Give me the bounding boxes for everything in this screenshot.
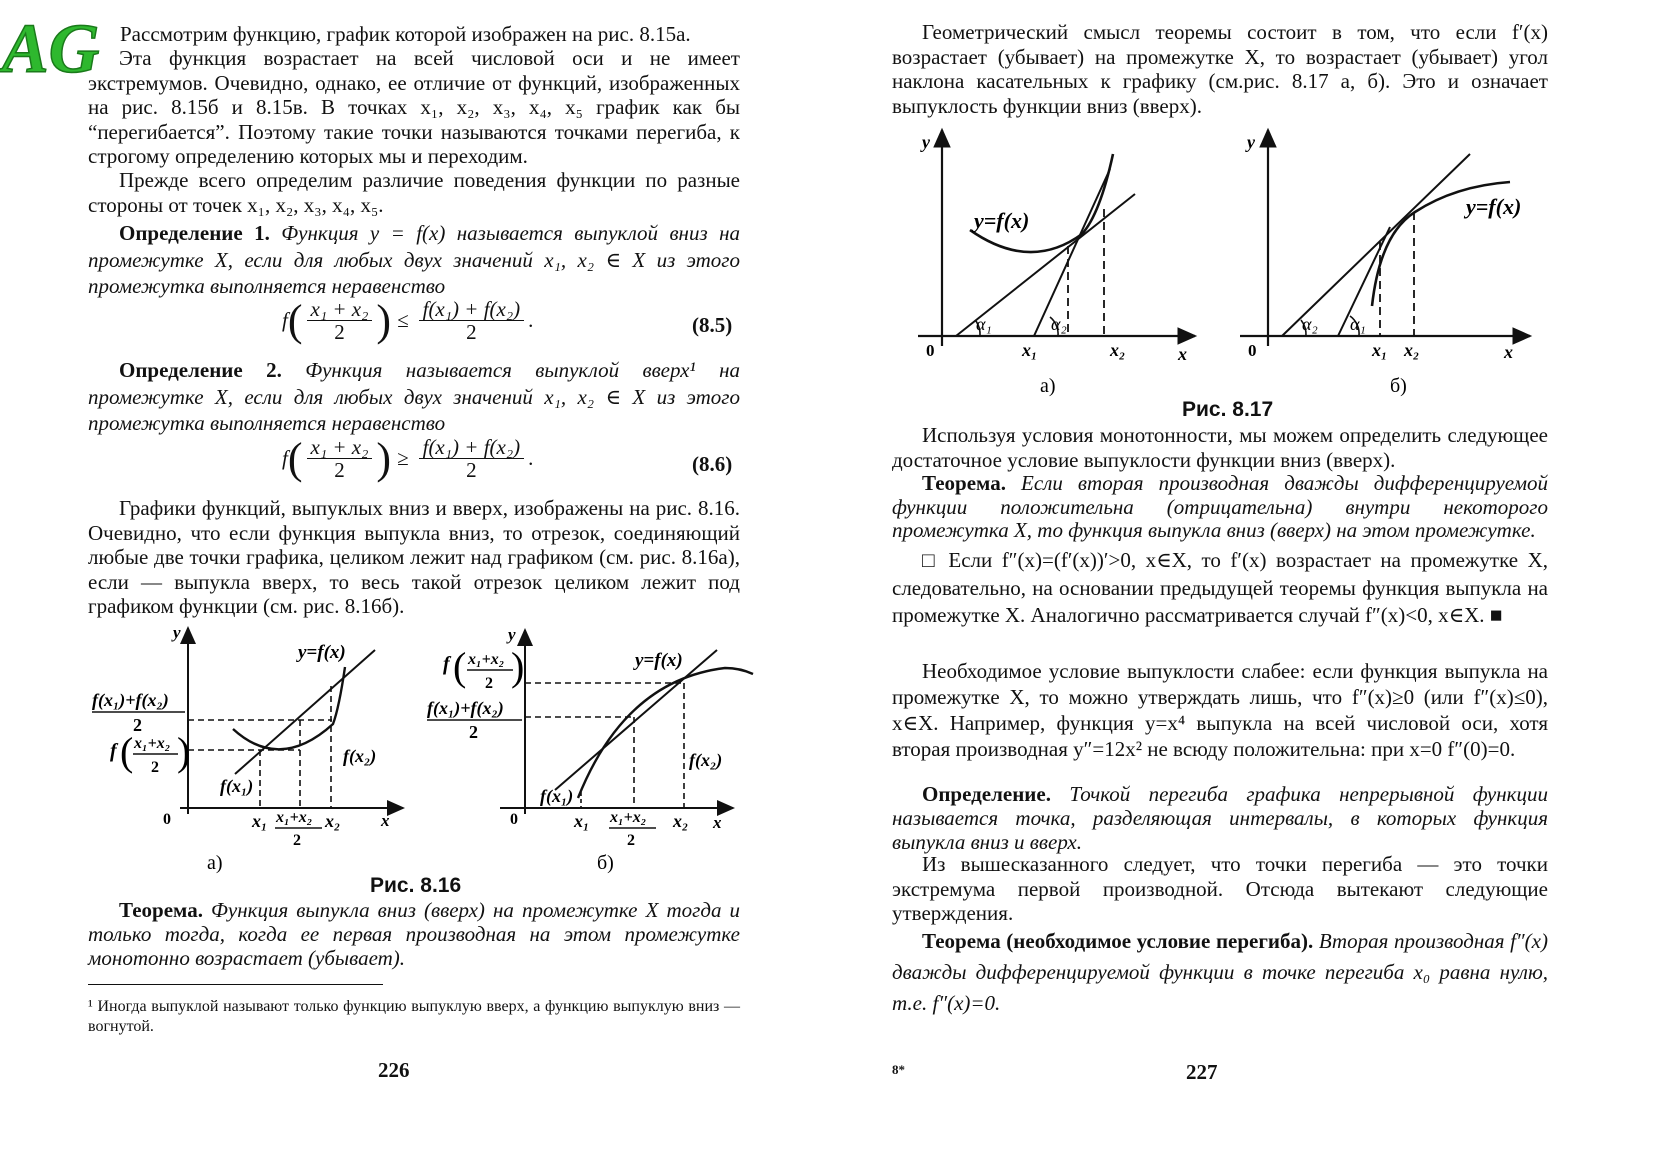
figure-8-16a-label: а) bbox=[207, 852, 223, 874]
svg-text:x: x bbox=[1178, 344, 1187, 364]
theorem-2-text: Если вторая производная дважды дифференцируемой функции положительна (отрицательна) внутри некоторого промежутка X, то функция выпукла вниз (вверх) на этом промежутке. bbox=[892, 471, 1549, 542]
svg-text:f(x₁)+f(x₂): f(x₁)+f(x₂) bbox=[92, 690, 169, 710]
svg-text:y: y bbox=[1247, 132, 1255, 152]
theorem-1-text: Функция выпукла вниз (вверх) на промежутке X тогда и только тогда, когда ее первая производная на этом промежутке монотонно возрастает (убывает). bbox=[88, 898, 741, 970]
definition-inflection bbox=[892, 782, 1548, 854]
eq6-operator: ≥ bbox=[397, 446, 409, 470]
svg-text:f: f bbox=[443, 653, 450, 675]
eq6-left-fraction: $\frac{\text{x₁ + x₂}}{2}$ bbox=[307, 436, 373, 481]
left-paragraph-3: Прежде всего определим различие поведения функции по разные стороны от точек x₁, x₂, x₃, x₄, x₅. bbox=[88, 168, 740, 217]
svg-text:2: 2 bbox=[469, 722, 478, 742]
svg-text:2: 2 bbox=[133, 715, 142, 735]
svg-text:): ) bbox=[511, 644, 525, 689]
theorem-3-text: Вторая производная f″(x) дважды дифференцируемой функции в точке перегиба x₀ равна нулю, т.е. f″(x)=0. bbox=[892, 929, 1548, 1015]
definition-2 bbox=[88, 357, 740, 437]
left-paragraph-4: Графики функций, выпуклых вниз и вверх, изображены на рис. 8.16. Очевидно, что если функция выпукла вниз, то отрезок, соединяющий любые две точки графика, целиком лежит над графиком (см. рис. 8.16а), если — выпукла вверх, то весь такой отрезок целиком лежит под графиком функции (см. рис. 8.16б). bbox=[88, 496, 740, 618]
definition-inflection-text: Точкой перегиба графика непрерывной функции называется точка, разделяющая интервалы, в которых функция выпукла вниз и вверх. bbox=[892, 782, 1548, 854]
svg-text:y=f(x): y=f(x) bbox=[974, 208, 1030, 233]
svg-text:x₁+x₂: x₁+x₂ bbox=[468, 651, 505, 668]
eq5-operator: ≤ bbox=[397, 308, 409, 332]
svg-text:f: f bbox=[110, 740, 117, 762]
theorem-1 bbox=[88, 898, 740, 970]
svg-text:2: 2 bbox=[151, 759, 159, 776]
left-page bbox=[0, 0, 830, 1159]
equation-8-6: f ( $\frac{\text{x₁ + x₂}}{2}$ ) ≥ $\frac{\text{f(x₁) + f(x₂)}}{2}$ . bbox=[282, 433, 534, 483]
right-paragraph-1: Геометрический смысл теоремы состоит в том, что если f′(x) возрастает (убывает) на промежутке X, то возрастает (убывает) угол наклона касательных к графику (см.рис. 8.17 а, б). Это и означает выпуклость функции вниз (вверх). bbox=[892, 20, 1548, 118]
footnote: ¹ Иногда выпуклой называют только функцию выпуклую вверх, а функцию выпуклую вниз — вогнутой. bbox=[88, 998, 740, 1035]
figure-8-17a bbox=[918, 130, 1195, 397]
svg-text:x₁+x₂: x₁+x₂ bbox=[276, 809, 313, 826]
svg-text:f(x₂): f(x₂) bbox=[689, 750, 723, 770]
svg-text:x₂: x₂ bbox=[673, 811, 689, 831]
svg-text:y=f(x): y=f(x) bbox=[635, 650, 683, 671]
svg-text:2: 2 bbox=[293, 832, 301, 849]
equation-8-5-number: (8.5) bbox=[692, 313, 733, 337]
svg-text:α₂: α₂ bbox=[1302, 314, 1318, 334]
svg-text:f(x₁)+f(x₂): f(x₁)+f(x₂) bbox=[427, 698, 504, 718]
theorem-2-label: Теорема. bbox=[922, 471, 1006, 495]
svg-text:y=f(x): y=f(x) bbox=[298, 642, 346, 663]
svg-text:α₁: α₁ bbox=[976, 314, 992, 334]
svg-text:0: 0 bbox=[926, 341, 935, 360]
svg-text:x₁: x₁ bbox=[574, 811, 590, 831]
definition-1-label: Определение 1. bbox=[119, 221, 270, 245]
eq5-f: f bbox=[282, 308, 288, 332]
right-paragraph-4: Из вышесказанного следует, что точки перегиба — это точки экстремума первой производной. Отсюда вытекают следующие утверждения. bbox=[892, 852, 1548, 925]
svg-text:f(x₁): f(x₁) bbox=[220, 776, 254, 796]
right-page bbox=[830, 0, 1662, 1159]
svg-text:x: x bbox=[1504, 342, 1513, 362]
eq6-right-fraction: $\frac{\text{f(x₁) + f(x₂)}}{2}$ bbox=[419, 436, 525, 481]
svg-text:(: ( bbox=[453, 644, 467, 689]
figure-8-16 bbox=[85, 622, 755, 897]
svg-text:f(x₂): f(x₂) bbox=[343, 746, 377, 766]
theorem-3 bbox=[892, 926, 1548, 1019]
svg-text:x: x bbox=[381, 811, 390, 830]
svg-text:y: y bbox=[173, 623, 181, 642]
logo-text: AG bbox=[2, 11, 100, 88]
equation-8-5: f ( $\frac{\text{x₁ + x₂}}{2}$ ) ≤ $\frac{\text{f(x₁) + f(x₂)}}{2}$ . bbox=[282, 295, 534, 345]
figure-8-16a bbox=[92, 623, 403, 874]
svg-text:x₂: x₂ bbox=[1404, 340, 1420, 360]
svg-text:x₁: x₁ bbox=[252, 811, 268, 831]
eq5-right-fraction: $\frac{\text{f(x₁) + f(x₂)}}{2}$ bbox=[419, 298, 525, 343]
theorem-2 bbox=[892, 472, 1548, 543]
svg-text:0: 0 bbox=[510, 811, 518, 828]
svg-text:α₂: α₂ bbox=[1051, 314, 1067, 334]
definition-1 bbox=[88, 220, 740, 300]
page-number-227: 227 bbox=[1186, 1060, 1218, 1084]
figure-8-16-caption: Рис. 8.16 bbox=[370, 874, 462, 897]
figure-8-17b-label: б) bbox=[1390, 375, 1407, 397]
right-paragraph-2: Используя условия монотонности, мы можем определить следующее достаточное условие выпуклости функции вниз (вверх). bbox=[892, 423, 1548, 472]
definition-2-label: Определение 2. bbox=[119, 358, 282, 382]
svg-text:y=f(x): y=f(x) bbox=[1466, 194, 1522, 219]
page-number-226: 226 bbox=[378, 1058, 410, 1082]
svg-text:): ) bbox=[177, 729, 191, 774]
theorem-1-label: Теорема. bbox=[119, 898, 203, 922]
svg-text:f(x₁): f(x₁) bbox=[540, 786, 574, 806]
right-paragraph-3: Необходимое условие выпуклости слабее: если функция выпукла на промежутке X, то можно утверждать лишь, что f″(x)≥0 (или f″(x)≤0), x∈X. Например, функция y=x⁴ выпукла на всей числовой оси, хотя вторая производная y″=12x² не всюду положительна: при x=0 f″(0)=0. bbox=[892, 659, 1548, 761]
definition-2-text: Функция называется выпуклой вверх¹ на промежутке X, если для любых двух значений x₁, x₂ ∈ X из этого промежутка выполняется неравенство bbox=[88, 358, 740, 435]
svg-text:y: y bbox=[508, 625, 516, 644]
svg-text:y: y bbox=[922, 132, 930, 152]
left-paragraph-1: Рассмотрим функцию, график которой изображен на рис. 8.15а. bbox=[120, 22, 691, 46]
svg-text:x₁: x₁ bbox=[1022, 340, 1038, 360]
svg-text:x₁+x₂: x₁+x₂ bbox=[610, 809, 647, 826]
proof: □ Если f″(x)=(f′(x))′>0, x∈X, то f′(x) возрастает на промежутке X, следовательно, на основании предыдущей теоремы функция выпукла на промежутке X. Аналогично рассматривается случай f″(x)<0, x∈X. ■ bbox=[892, 548, 1548, 627]
figure-8-17a-label: а) bbox=[1040, 375, 1056, 397]
equation-8-6-number: (8.6) bbox=[692, 452, 733, 476]
svg-text:0: 0 bbox=[1248, 341, 1257, 360]
eq5-left-fraction: $\frac{\text{x₁ + x₂}}{2}$ bbox=[307, 298, 373, 343]
definition-1-text: Функция y = f(x) называется выпуклой вниз на промежутке X, если для любых двух значений x₁, x₂ ∈ X из этого промежутка выполняется неравенство bbox=[88, 221, 740, 298]
left-paragraph-2: Эта функция возрастает на всей числовой оси и не имеет экстремумов. Очевидно, однако, ее отличие от функций, изображенных на рис. 8.15б и 8.15в. В точках x₁, x₂, x₃, x₄, x₅ график как бы “перегибается”. Поэтому такие точки называются точками перегиба, к строгому определению которых мы и переходим. bbox=[88, 46, 740, 168]
svg-text:2: 2 bbox=[485, 675, 493, 692]
figure-8-17-caption: Рис. 8.17 bbox=[1182, 398, 1274, 421]
footnote-divider bbox=[88, 984, 383, 985]
figure-8-17 bbox=[910, 124, 1550, 404]
svg-text:(: ( bbox=[120, 729, 134, 774]
svg-text:x₂: x₂ bbox=[325, 811, 341, 831]
signature-mark: 8* bbox=[892, 1062, 905, 1077]
svg-text:x₂: x₂ bbox=[1110, 340, 1126, 360]
svg-text:2: 2 bbox=[627, 832, 635, 849]
svg-text:x₁: x₁ bbox=[1372, 340, 1388, 360]
svg-text:x: x bbox=[713, 813, 722, 832]
svg-text:α₁: α₁ bbox=[1350, 314, 1366, 334]
theorem-3-label: Теорема (необходимое условие перегиба). bbox=[922, 929, 1314, 953]
svg-text:0: 0 bbox=[163, 811, 171, 828]
figure-8-16b-label: б) bbox=[597, 852, 614, 874]
figure-8-16b bbox=[427, 625, 753, 874]
definition-inflection-label: Определение. bbox=[922, 782, 1051, 806]
svg-text:x₁+x₂: x₁+x₂ bbox=[134, 735, 171, 752]
figure-8-17b bbox=[1240, 130, 1530, 397]
